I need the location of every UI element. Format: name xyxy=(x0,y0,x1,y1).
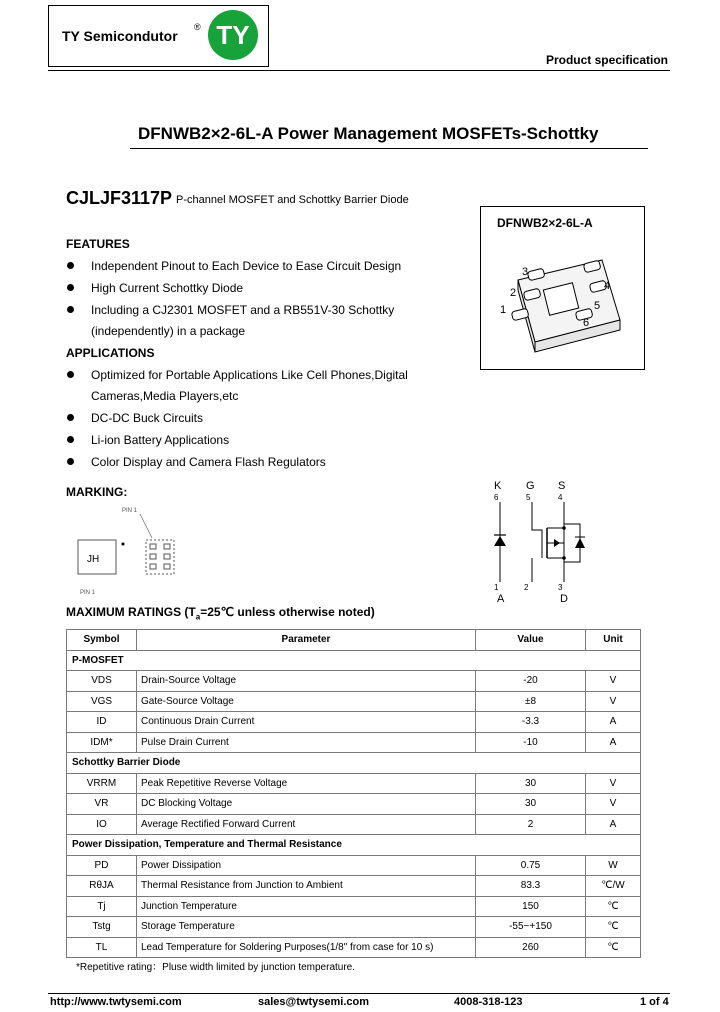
body-diode xyxy=(575,538,585,548)
bullet-dot xyxy=(67,414,74,421)
part-number: CJLJF3117P xyxy=(66,188,173,208)
value-cell: 83.3 xyxy=(476,876,586,897)
section-title: Schottky Barrier Diode xyxy=(67,753,641,774)
registered-mark: ® xyxy=(194,22,201,32)
section-row xyxy=(67,753,641,774)
table-row xyxy=(67,896,641,917)
a-pin: 1 xyxy=(494,583,499,592)
unit-cell: ℃ xyxy=(586,896,641,917)
s-pin: 4 xyxy=(558,493,563,502)
symbol-cell: VRRM xyxy=(67,773,137,794)
unit-cell: V xyxy=(586,691,641,712)
column-header: Unit xyxy=(586,630,641,651)
source-wire xyxy=(547,502,564,528)
page-title: DFNWB2×2-6L-A Power Management MOSFETs-Schottky xyxy=(138,124,599,143)
footer-phone: 4008-318-123 xyxy=(454,996,523,1008)
pin-label: 4 xyxy=(604,280,611,292)
symbol-cell: IDM* xyxy=(67,732,137,753)
application-item: Li-ion Battery Applications xyxy=(91,433,230,447)
pad xyxy=(164,544,170,549)
pad xyxy=(164,564,170,569)
bullet-dot xyxy=(67,284,74,291)
parameter-cell: Drain-Source Voltage xyxy=(137,671,476,692)
footer-rule xyxy=(48,993,670,994)
pad xyxy=(150,544,156,549)
symbol-cell: VGS xyxy=(67,691,137,712)
pin-label: 6 xyxy=(583,317,590,329)
bullet-dot xyxy=(67,306,74,313)
section-title: Power Dissipation, Temperature and Thermal Resistance xyxy=(67,835,641,856)
pin1-label: PIN 1 xyxy=(122,508,138,514)
pad xyxy=(150,554,156,559)
value-cell: -3.3 xyxy=(476,712,586,733)
feature-item: (independently) in a package xyxy=(91,324,246,338)
parameter-cell: DC Blocking Voltage xyxy=(137,794,476,815)
symbol-cell: VR xyxy=(67,794,137,815)
pin1-leader xyxy=(140,514,152,538)
company-name: TY Semicondutor xyxy=(62,28,178,44)
symbol-cell: RθJA xyxy=(67,876,137,897)
applications-heading: APPLICATIONS xyxy=(66,346,155,360)
gate-wire xyxy=(532,502,542,558)
symbol-cell: Tstg xyxy=(67,917,137,938)
a-label: A xyxy=(497,593,505,605)
parameter-cell: Junction Temperature xyxy=(137,896,476,917)
package-label: DFNWB2×2-6L-A xyxy=(497,216,593,230)
d-label: D xyxy=(560,593,568,605)
value-cell: -55~+150 xyxy=(476,917,586,938)
symbol-cell: PD xyxy=(67,855,137,876)
title-rule xyxy=(130,148,648,149)
section-row xyxy=(67,650,641,671)
footer-website[interactable]: http://www.twtysemi.com xyxy=(50,996,182,1008)
company-logo xyxy=(208,10,258,60)
value-cell: 30 xyxy=(476,794,586,815)
unit-cell: A xyxy=(586,814,641,835)
section-row xyxy=(67,835,641,856)
table-row xyxy=(67,814,641,835)
parameter-cell: Lead Temperature for Soldering Purposes(1/8" from case for 10 s) xyxy=(137,937,476,958)
drain-wire xyxy=(547,558,564,582)
circuit-schematic xyxy=(480,478,600,608)
column-header: Value xyxy=(476,630,586,651)
k-pin: 6 xyxy=(494,493,499,502)
value-cell: 260 xyxy=(476,937,586,958)
g-label: G xyxy=(526,480,535,492)
s-label: S xyxy=(558,480,566,492)
bullet-dot xyxy=(67,371,74,378)
application-item: DC-DC Buck Circuits xyxy=(91,411,204,425)
footer-email[interactable]: sales@twtysemi.com xyxy=(258,996,369,1008)
product-spec-label: Product specification xyxy=(545,53,668,67)
table-header-row xyxy=(67,630,641,651)
pad xyxy=(150,564,156,569)
marking-heading: MARKING: xyxy=(66,485,128,499)
table-row xyxy=(67,794,641,815)
pin-label: 5 xyxy=(594,300,601,312)
unit-cell: ℃ xyxy=(586,917,641,938)
table-row xyxy=(67,876,641,897)
application-item: Color Display and Camera Flash Regulators xyxy=(91,455,326,469)
value-cell: -20 xyxy=(476,671,586,692)
feature-item: Independent Pinout to Each Device to Ease Circuit Design xyxy=(91,259,402,273)
marking-code: JH xyxy=(87,554,100,565)
unit-cell: ℃/W xyxy=(586,876,641,897)
unit-cell: V xyxy=(586,773,641,794)
table-row xyxy=(67,691,641,712)
bullet-dot xyxy=(67,262,74,269)
feature-item: Including a CJ2301 MOSFET and a RB551V-30 Schottky xyxy=(91,303,395,317)
pin-2: 2 xyxy=(524,583,529,592)
ratings-body xyxy=(67,650,641,958)
application-item: Cameras,Media Players,etc xyxy=(91,389,239,403)
value-cell: -10 xyxy=(476,732,586,753)
pin-label: 2 xyxy=(510,287,517,299)
unit-cell: V xyxy=(586,794,641,815)
symbol-cell: TL xyxy=(67,937,137,958)
junction-dot xyxy=(562,526,566,530)
unit-cell: V xyxy=(586,671,641,692)
value-cell: 2 xyxy=(476,814,586,835)
unit-cell: A xyxy=(586,712,641,733)
parameter-cell: Pulse Drain Current xyxy=(137,732,476,753)
symbol-cell: ID xyxy=(67,712,137,733)
symbol-cell: Tj xyxy=(67,896,137,917)
unit-cell: W xyxy=(586,855,641,876)
footer-page: 1 of 4 xyxy=(640,996,669,1008)
pad xyxy=(164,554,170,559)
unit-cell: ℃ xyxy=(586,937,641,958)
logo-text: TY xyxy=(216,19,250,50)
value-cell: 150 xyxy=(476,896,586,917)
section-title: P-MOSFET xyxy=(67,650,641,671)
symbol-cell: VDS xyxy=(67,671,137,692)
parameter-cell: Average Rectified Forward Current xyxy=(137,814,476,835)
parameter-cell: Peak Repetitive Reverse Voltage xyxy=(137,773,476,794)
parameter-cell: Gate-Source Voltage xyxy=(137,691,476,712)
parameter-cell: Thermal Resistance from Junction to Ambient xyxy=(137,876,476,897)
pin-label: 3 xyxy=(522,266,529,278)
value-cell: 0.75 xyxy=(476,855,586,876)
feature-item: High Current Schottky Diode xyxy=(91,281,244,295)
ratings-table xyxy=(66,629,641,958)
bullet-dot xyxy=(67,436,74,443)
table-row xyxy=(67,773,641,794)
junction-dot xyxy=(562,556,566,560)
column-header: Parameter xyxy=(137,630,476,651)
value-cell: 30 xyxy=(476,773,586,794)
table-row xyxy=(67,732,641,753)
table-row xyxy=(67,937,641,958)
symbol-cell: IO xyxy=(67,814,137,835)
d-pin: 3 xyxy=(558,583,563,592)
body-arrow xyxy=(554,539,560,547)
parameter-cell: Power Dissipation xyxy=(137,855,476,876)
parameter-cell: Storage Temperature xyxy=(137,917,476,938)
pin-label: 1 xyxy=(500,304,507,316)
footnote: *Repetitive rating：Pluse width limited by junction temperature. xyxy=(76,962,356,973)
part-description: P-channel MOSFET and Schottky Barrier Diode xyxy=(176,194,409,206)
g-pin: 5 xyxy=(526,493,531,502)
pin1-dot xyxy=(122,543,125,546)
application-item: Optimized for Portable Applications Like Cell Phones,Digital xyxy=(91,368,408,382)
value-cell: ±8 xyxy=(476,691,586,712)
unit-cell: A xyxy=(586,732,641,753)
table-row xyxy=(67,712,641,733)
k-label: K xyxy=(494,480,502,492)
column-header: Symbol xyxy=(67,630,137,651)
package-drawing xyxy=(490,250,630,360)
table-row xyxy=(67,671,641,692)
pin1-label: PIN 1 xyxy=(80,590,96,596)
features-heading: FEATURES xyxy=(66,237,130,251)
table-row xyxy=(67,917,641,938)
diode-symbol xyxy=(494,536,506,546)
marking-drawing xyxy=(70,500,190,600)
table-row xyxy=(67,855,641,876)
header-rule xyxy=(48,70,670,71)
parameter-cell: Continuous Drain Current xyxy=(137,712,476,733)
ratings-heading: MAXIMUM RATINGS ($T_a=25℃$ unless otherwise noted) xyxy=(66,605,375,622)
bullet-dot xyxy=(67,458,74,465)
